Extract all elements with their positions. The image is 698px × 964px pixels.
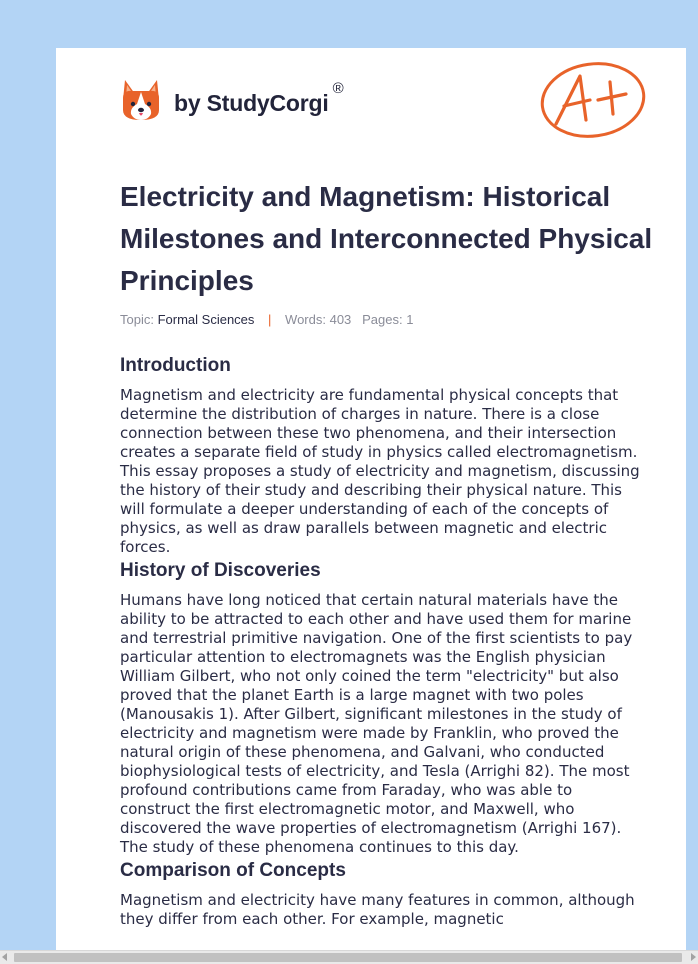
section-paragraph-comparison: Magnetism and electricity have many features in common, although they differ from each other. For example, magnetic bbox=[120, 891, 635, 928]
scroll-left-arrow-icon[interactable] bbox=[2, 953, 7, 961]
section-heading-comparison: Comparison of Concepts bbox=[120, 860, 346, 881]
grade-badge bbox=[538, 60, 648, 146]
meta-separator: | bbox=[268, 312, 272, 327]
page-title: Electricity and Magnetism: Historical Milestones and Interconnected Physical Principles bbox=[120, 181, 653, 296]
registered-mark: ® bbox=[332, 79, 344, 97]
section-heading-introduction: Introduction bbox=[120, 355, 231, 376]
section-heading-history: History of Discoveries bbox=[120, 560, 321, 581]
essay-body bbox=[120, 352, 640, 929]
topic-label: Topic: bbox=[120, 312, 154, 327]
scroll-right-arrow-icon[interactable] bbox=[691, 953, 696, 961]
document-page bbox=[56, 48, 686, 950]
word-count: Words: 403 bbox=[285, 312, 352, 327]
corgi-icon bbox=[120, 78, 162, 122]
section-paragraph-history: Humans have long noticed that certain natural materials have the ability to be attracted to each other and have used them for marine and terrestrial primitive navigation. One of the first scientists to pay particular attention to electromagnets was the English physician William Gilbert, who not only coined the term "electricity" but also proved that the planet Earth is a large magnet with two poles (Manousakis 1). After Gilbert, significant milestones in the study of electricity and magnetism were made by Franklin, who proved the natural origin of these phenomena, and Galvani, who conducted biophysiological tests of electricity, and Tesla (Arrighi 82). The most profound contributions came from Faraday, who was able to construct the first electromagnetic motor, and Maxwell, who discovered the wave properties of electromagnetism (Arrighi 167). The study of these phenomena continues to this day. bbox=[120, 591, 633, 856]
document-meta bbox=[120, 312, 413, 327]
section-paragraph-introduction: Magnetism and electricity are fundamental physical concepts that determine the distribution of charges in nature. There is a close connection between these two phenomena, and their intersection creates a separate field of study in physics called electromagnetism. This essay proposes a study of electricity and magnetism, discussing the history of their study and describing their physical nature. This will formulate a deeper understanding of each of the concepts of physics, as well as draw parallels between magnetic and electric forces. bbox=[120, 386, 640, 556]
logo-text: by StudyCorgi bbox=[174, 89, 329, 116]
horizontal-scrollbar[interactable] bbox=[0, 950, 698, 964]
topic-link[interactable]: Formal Sciences bbox=[157, 312, 255, 327]
scrollbar-thumb[interactable] bbox=[14, 953, 682, 962]
studycorgi-logo[interactable] bbox=[120, 76, 344, 124]
a-plus-grade-icon bbox=[538, 60, 648, 142]
page-count: Pages: 1 bbox=[362, 312, 414, 327]
